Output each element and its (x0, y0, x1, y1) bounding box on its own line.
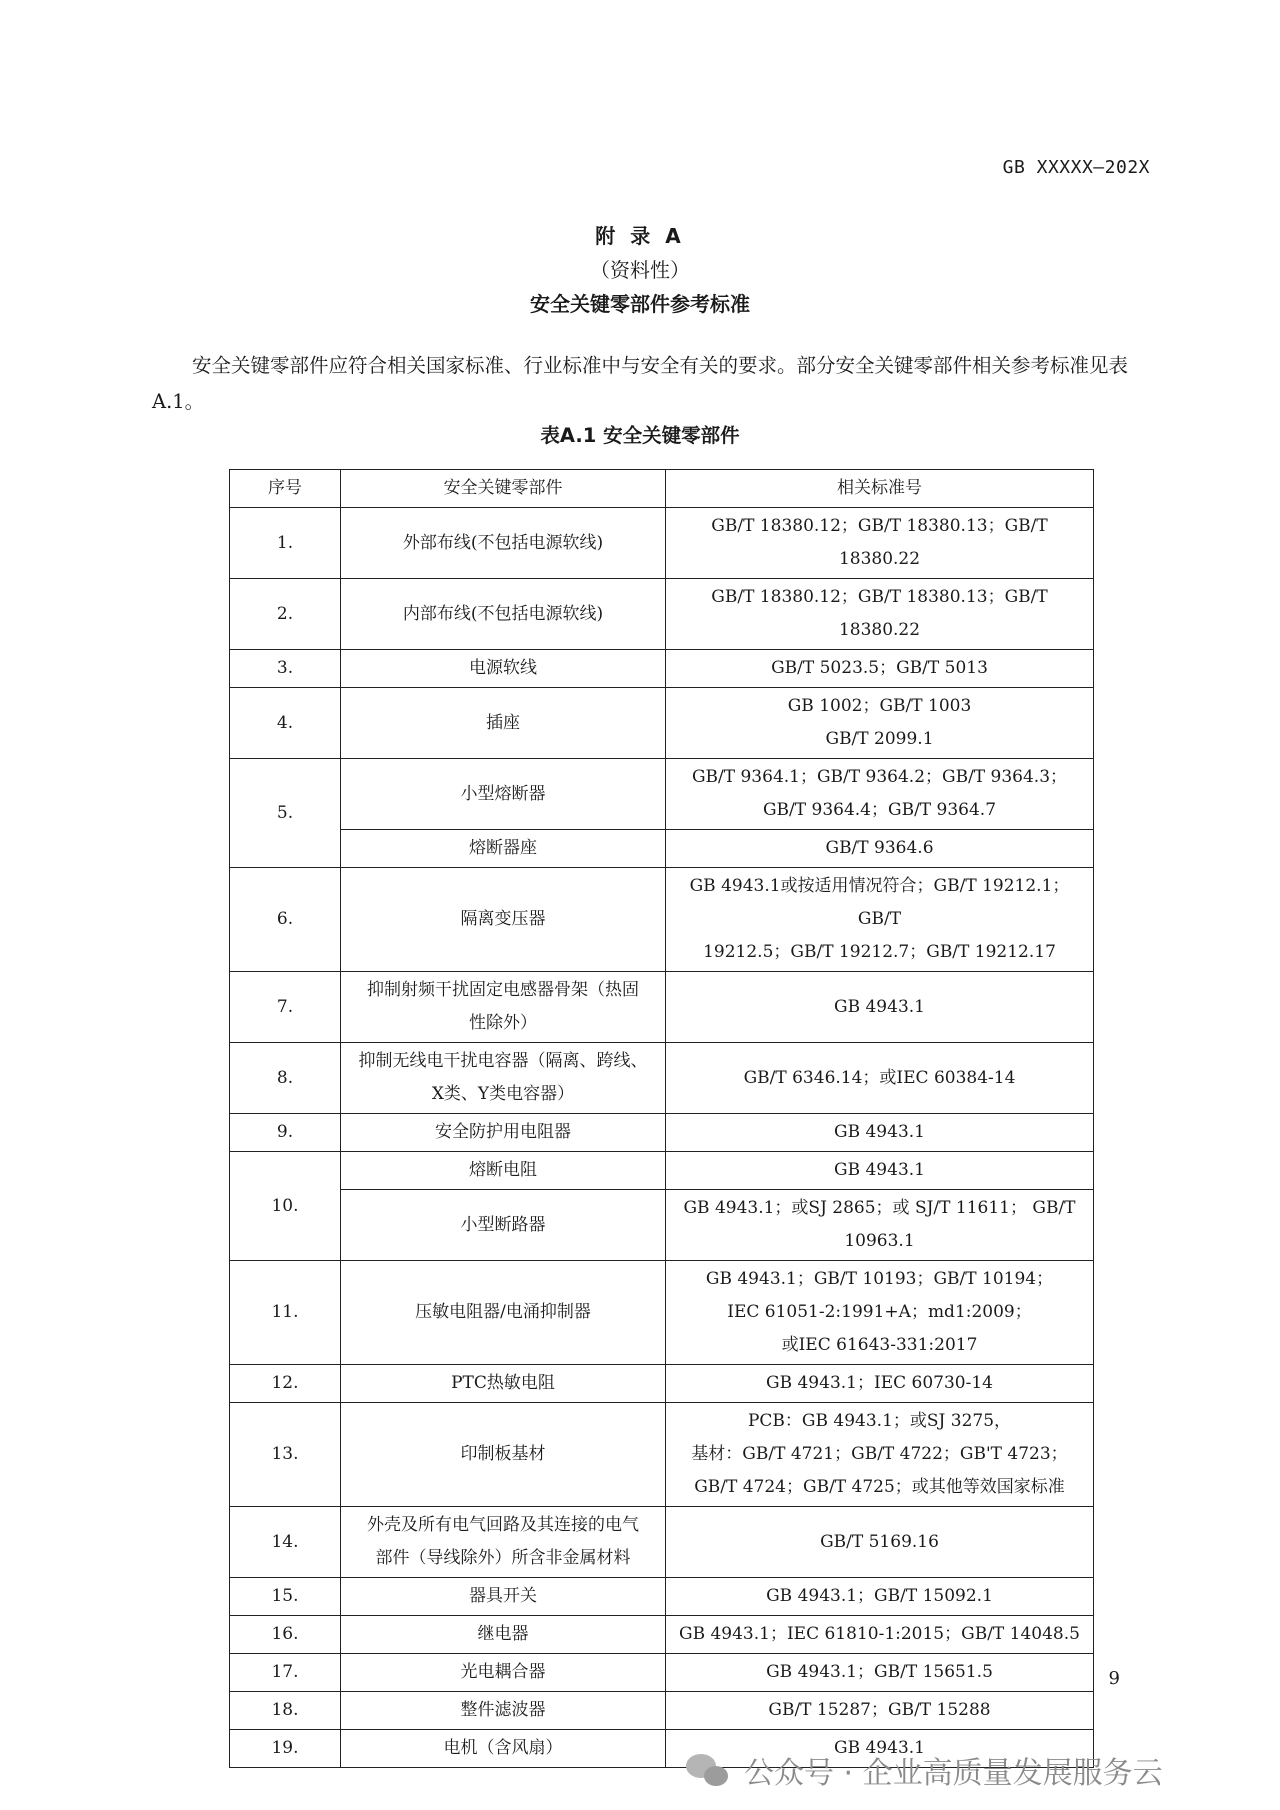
table-row (230, 1190, 1094, 1261)
row-part: 电源软线 (341, 650, 666, 688)
row-standard: GB/T 6346.14；或IEC 60384-14 (666, 1043, 1094, 1114)
row-part: 器具开关 (341, 1578, 666, 1616)
row-num: 2. (230, 579, 341, 650)
intro-paragraph: 安全关键零部件应符合相关国家标准、行业标准中与安全有关的要求。部分安全关键零部件相关参考标准见表 A.1。 (152, 354, 1129, 413)
row-part: 继电器 (341, 1616, 666, 1654)
standard-line: 基材：GB/T 4721；GB/T 4722；GB'T 4723； (691, 1444, 1068, 1464)
row-standard: GB/T 9364.6 (666, 830, 1094, 868)
table-row (230, 972, 1094, 1043)
row-num: 12. (230, 1365, 341, 1403)
row-part: 小型熔断器 (341, 759, 666, 830)
standard-line: GB 4943.1或按适用情况符合；GB/T 19212.1；GB/T (689, 876, 1070, 929)
table-row (230, 1403, 1094, 1507)
row-standard: GB 4943.1；IEC 61810-1:2015；GB/T 14048.5 (666, 1616, 1094, 1654)
watermark-text: 公众号 · 企业高质量发展服务云 (744, 1756, 1163, 1791)
row-num: 13. (230, 1403, 341, 1507)
standard-line: 10963.1 (844, 1231, 915, 1251)
row-part: 压敏电阻器/电涌抑制器 (341, 1261, 666, 1365)
table-row (230, 508, 1094, 579)
row-num: 1. (230, 508, 341, 579)
row-num: 4. (230, 688, 341, 759)
row-part: 整件滤波器 (341, 1692, 666, 1730)
row-standard: GB 4943.1；IEC 60730-14 (666, 1365, 1094, 1403)
row-num: 9. (230, 1114, 341, 1152)
part-line: 外壳及所有电气回路及其连接的电气 (367, 1515, 639, 1535)
standard-line: GB 1002；GB/T 1003 (787, 696, 972, 716)
row-standard: GB/T 18380.12；GB/T 18380.13；GB/T 18380.22 (666, 508, 1094, 579)
row-num: 8. (230, 1043, 341, 1114)
row-part (341, 972, 666, 1043)
row-num: 11. (230, 1261, 341, 1365)
table-row (230, 1152, 1094, 1190)
row-num: 3. (230, 650, 341, 688)
table-row (230, 688, 1094, 759)
row-num: 14. (230, 1507, 341, 1578)
part-line: 性除外） (469, 1013, 537, 1033)
row-standard: GB 4943.1；GB/T 15651.5 (666, 1654, 1094, 1692)
standard-line: GB 4943.1；GB/T 10193；GB/T 10194； (705, 1269, 1054, 1289)
row-standard (666, 868, 1094, 972)
row-part: 外部布线(不包括电源软线) (341, 508, 666, 579)
wechat-icon (686, 1752, 730, 1788)
row-standard: GB 4943.1 (666, 972, 1094, 1043)
standard-line: GB/T 9364.4；GB/T 9364.7 (762, 800, 997, 820)
row-part: 隔离变压器 (341, 868, 666, 972)
table-row (230, 650, 1094, 688)
row-standard (666, 1403, 1094, 1507)
standard-line: 19212.5；GB/T 19212.7；GB/T 19212.17 (703, 942, 1056, 962)
row-standard: GB/T 15287；GB/T 15288 (666, 1692, 1094, 1730)
standard-line: GB/T 4724；GB/T 4725；或其他等效国家标准 (694, 1477, 1065, 1497)
row-standard: GB 4943.1；GB/T 15092.1 (666, 1578, 1094, 1616)
row-part: 光电耦合器 (341, 1654, 666, 1692)
appendix-subtitle: 安全关键零部件参考标准 (530, 292, 750, 316)
part-line: 抑制无线电干扰电容器（隔离、跨线、 (358, 1051, 648, 1071)
row-num: 16. (230, 1616, 341, 1654)
header-part: 安全关键零部件 (341, 470, 666, 508)
appendix-title: 附 录 A (595, 224, 685, 248)
table-row (230, 1043, 1094, 1114)
row-standard (666, 759, 1094, 830)
row-standard: GB 4943.1 (666, 1114, 1094, 1152)
row-num: 6. (230, 868, 341, 972)
table-row (230, 1114, 1094, 1152)
components-table (229, 469, 1094, 1768)
row-standard (666, 1261, 1094, 1365)
header-num: 序号 (230, 470, 341, 508)
document-code: GB XXXXX—202X (1002, 157, 1150, 178)
row-standard: GB/T 5023.5；GB/T 5013 (666, 650, 1094, 688)
part-line: X类、Y类电容器） (431, 1084, 575, 1104)
table-header-row (230, 470, 1094, 508)
row-standard (666, 688, 1094, 759)
watermark (686, 1748, 1163, 1792)
row-num: 15. (230, 1578, 341, 1616)
row-part: 内部布线(不包括电源软线) (341, 579, 666, 650)
row-part (341, 1043, 666, 1114)
table-row (230, 868, 1094, 972)
row-num: 19. (230, 1730, 341, 1768)
row-part: 印制板基材 (341, 1403, 666, 1507)
row-part: 电机（含风扇） (341, 1730, 666, 1768)
row-standard: GB 4943.1 (666, 1730, 1094, 1768)
row-standard: GB/T 5169.16 (666, 1507, 1094, 1578)
table-row (230, 1365, 1094, 1403)
table-row (230, 579, 1094, 650)
table-title: 表A.1 安全关键零部件 (540, 424, 740, 447)
table-row (230, 1654, 1094, 1692)
standard-line: 或IEC 61643-331:2017 (781, 1335, 978, 1355)
row-num: 18. (230, 1692, 341, 1730)
row-num: 7. (230, 972, 341, 1043)
row-part: 熔断器座 (341, 830, 666, 868)
table-row (230, 759, 1094, 830)
row-standard: GB/T 18380.12；GB/T 18380.13；GB/T 18380.22 (666, 579, 1094, 650)
table-row (230, 830, 1094, 868)
row-num: 5. (230, 759, 341, 868)
row-part: 安全防护用电阻器 (341, 1114, 666, 1152)
row-part: 熔断电阻 (341, 1152, 666, 1190)
row-part: PTC热敏电阻 (341, 1365, 666, 1403)
row-part (341, 1507, 666, 1578)
row-num: 10. (230, 1152, 341, 1261)
table-row (230, 1578, 1094, 1616)
row-num: 17. (230, 1654, 341, 1692)
page-number: 9 (1108, 1668, 1120, 1689)
table-row (230, 1261, 1094, 1365)
standard-line: GB/T 2099.1 (825, 729, 934, 749)
appendix-nature: （资料性） (590, 258, 690, 282)
standard-line: PCB：GB 4943.1；或SJ 3275， (747, 1411, 1012, 1431)
table-row (230, 1507, 1094, 1578)
header-standard: 相关标准号 (666, 470, 1094, 508)
table-row (230, 1616, 1094, 1654)
part-line: 抑制射频干扰固定电感器骨架（热固 (367, 980, 639, 1000)
standard-line: GB/T 9364.1；GB/T 9364.2；GB/T 9364.3； (691, 767, 1068, 787)
row-part: 插座 (341, 688, 666, 759)
part-line: 部件（导线除外）所含非金属材料 (375, 1548, 631, 1568)
table-row (230, 1692, 1094, 1730)
standard-line: GB 4943.1；或SJ 2865；或 SJ/T 11611； GB/T (683, 1198, 1076, 1218)
row-standard (666, 1190, 1094, 1261)
row-standard: GB 4943.1 (666, 1152, 1094, 1190)
standard-line: IEC 61051-2:1991+A；md1:2009； (727, 1302, 1032, 1322)
row-part: 小型断路器 (341, 1190, 666, 1261)
